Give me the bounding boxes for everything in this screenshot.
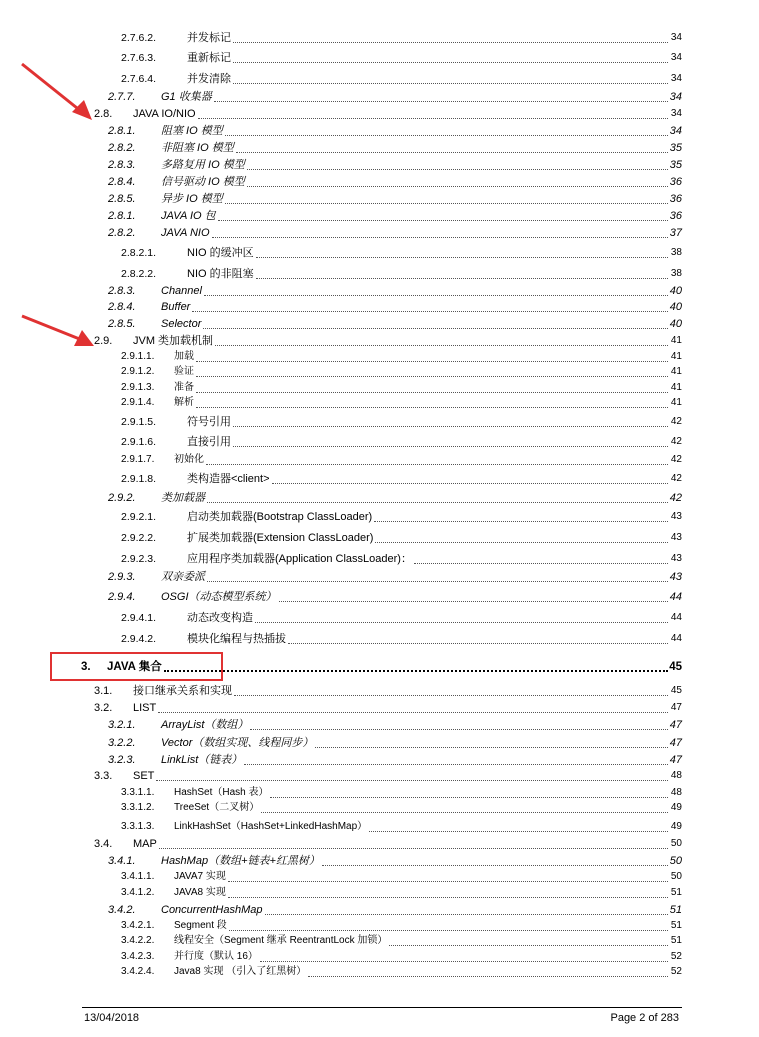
toc-leader-dots — [156, 780, 668, 781]
toc-entry[interactable] — [0, 735, 759, 750]
toc-leader-dots — [233, 446, 668, 447]
toc-entry-number: 2.7.6.2. — [121, 32, 157, 44]
toc-entry-title: 初始化 — [174, 454, 204, 465]
toc-leader-dots — [279, 601, 668, 602]
toc-entry[interactable] — [0, 349, 759, 364]
toc-entry-number: 2.8.2. — [108, 227, 136, 239]
toc-entry-title: ArrayList（数组） — [161, 719, 249, 731]
toc-entry-title: 阻塞 IO 模型 — [161, 125, 223, 137]
toc-entry[interactable] — [0, 752, 759, 767]
toc-entry[interactable] — [0, 452, 759, 467]
toc-entry-title: LIST — [133, 702, 157, 714]
toc-entry-title: 加载 — [174, 351, 194, 362]
toc-leader-dots — [228, 897, 668, 898]
toc-leader-dots — [225, 203, 668, 204]
toc-entry-page: 51 — [670, 920, 682, 931]
toc-entry-page: 40 — [669, 285, 682, 297]
toc-entry-title: 类构造器<client> — [187, 473, 270, 485]
toc-entry[interactable] — [0, 395, 759, 410]
toc-entry-title: 应用程序类加载器(Application ClassLoader)： — [187, 553, 412, 565]
toc-entry-page: 41 — [670, 335, 682, 346]
toc-entry-title: 解析 — [174, 397, 194, 408]
toc-entry-number: 3.4.1.1. — [121, 871, 155, 882]
toc-entry-title: 扩展类加载器(Extension ClassLoader) — [187, 532, 374, 544]
toc-entry-page: 51 — [669, 904, 682, 916]
toc-entry-number: 2.7.6.3. — [121, 52, 157, 64]
toc-entry-page: 41 — [670, 351, 682, 362]
toc-entry[interactable] — [0, 245, 759, 260]
toc-entry-page: 41 — [670, 397, 682, 408]
toc-entry-number: 2.8.5. — [108, 193, 136, 205]
toc-leader-dots — [233, 62, 668, 63]
toc-entry-title: Buffer — [161, 301, 191, 313]
toc-entry-number: 3.4.2.4. — [121, 966, 155, 977]
toc-entry[interactable] — [0, 191, 759, 206]
toc-entry-title: Selector — [161, 318, 202, 330]
toc-leader-dots — [196, 392, 668, 393]
toc-entry-page: 38 — [670, 268, 682, 279]
toc-leader-dots — [234, 695, 668, 696]
toc-entry-title: JAVA7 实现 — [174, 871, 226, 882]
toc-leader-dots — [196, 407, 668, 408]
toc-entry-number: 3.3.1.3. — [121, 821, 155, 832]
toc-entry[interactable] — [0, 683, 759, 698]
toc-entry-page: 34 — [670, 73, 682, 84]
toc-leader-dots — [260, 961, 668, 962]
toc-entry-page: 34 — [669, 125, 682, 137]
toc-entry-page: 48 — [670, 770, 682, 781]
toc-entry-number: 3.4. — [94, 838, 113, 850]
toc-entry[interactable] — [0, 700, 759, 715]
toc-entry-title: 准备 — [174, 382, 194, 393]
toc-entry-page: 36 — [669, 210, 682, 222]
toc-leader-dots — [374, 521, 668, 522]
toc-entry-number: 2.8.1. — [108, 210, 136, 222]
toc-entry[interactable] — [0, 853, 759, 868]
footer-divider — [82, 1007, 682, 1008]
toc-entry-number: 3.3. — [94, 770, 113, 782]
toc-entry-title: 信号驱动 IO 模型 — [161, 176, 245, 188]
toc-entry-title: 双亲委派 — [161, 571, 205, 583]
toc-entry-title: SET — [133, 770, 155, 782]
toc-entry-title: JAVA8 实现 — [174, 887, 226, 898]
toc-entry-number: 3.4.2. — [108, 904, 136, 916]
toc-entry-number: 2.8.2.1. — [121, 247, 157, 259]
toc-leader-dots — [228, 881, 668, 882]
toc-leader-dots — [414, 563, 668, 564]
toc-entry-title: 符号引用 — [187, 416, 231, 428]
toc-entry-title: 非阻塞 IO 模型 — [161, 142, 234, 154]
toc-entry-page: 41 — [670, 382, 682, 393]
toc-entry-page: 49 — [670, 802, 682, 813]
toc-entry[interactable] — [0, 380, 759, 395]
toc-entry-page: 44 — [670, 612, 682, 623]
toc-leader-dots — [233, 426, 668, 427]
toc-leader-dots — [315, 747, 668, 748]
toc-leader-dots — [204, 295, 668, 296]
toc-entry[interactable] — [0, 333, 759, 348]
toc-entry-number: 3.3.1.2. — [121, 802, 155, 813]
toc-entry-number: 2.9.4.1. — [121, 612, 157, 624]
toc-entry[interactable] — [0, 949, 759, 964]
toc-entry[interactable] — [0, 364, 759, 379]
toc-entry-number: 2.9. — [94, 335, 113, 347]
toc-leader-dots — [369, 831, 668, 832]
toc-entry-number: 2.7.6.4. — [121, 73, 157, 85]
toc-entry-page: 45 — [670, 685, 682, 696]
toc-entry-page: 37 — [669, 227, 682, 239]
toc-entry[interactable] — [0, 589, 759, 604]
toc-entry-number: 2.8.5. — [108, 318, 136, 330]
toc-entry-number: 2.9.1.8. — [121, 473, 157, 485]
toc-entry-title: 并行度（默认 16） — [174, 951, 258, 962]
toc-entry-number: 3.4.1.2. — [121, 887, 155, 898]
toc-entry-title: 线程安全（Segment 继承 ReentrantLock 加锁） — [174, 935, 388, 946]
footer-page-number: Page 2 of 283 — [610, 1012, 679, 1024]
toc-leader-dots — [164, 670, 668, 672]
toc-entry-title: 类加载器 — [161, 492, 205, 504]
toc-entry[interactable] — [0, 174, 759, 189]
toc-entry-page: 49 — [670, 821, 682, 832]
toc-entry-title: 重新标记 — [187, 52, 231, 64]
toc-leader-dots — [250, 729, 668, 730]
footer-date: 13/04/2018 — [84, 1012, 140, 1024]
toc-entry-number: 2.9.1.5. — [121, 416, 157, 428]
toc-entry-page: 42 — [670, 416, 682, 427]
toc-entry[interactable] — [0, 316, 759, 331]
toc-leader-dots — [233, 42, 668, 43]
toc-entry[interactable] — [0, 89, 759, 104]
toc-entry[interactable] — [0, 768, 759, 783]
toc-leader-dots — [212, 237, 668, 238]
toc-entry-page: 50 — [670, 838, 682, 849]
toc-entry-page: 42 — [669, 492, 682, 504]
toc-entry-number: 3.4.2.1. — [121, 920, 155, 931]
annotation-arrow-icon — [18, 60, 98, 122]
toc-entry[interactable] — [0, 885, 759, 900]
toc-entry[interactable] — [0, 569, 759, 584]
toc-entry-page: 34 — [670, 108, 682, 119]
toc-entry-number: 2.9.2. — [108, 492, 136, 504]
toc-entry-page: 43 — [670, 553, 682, 564]
toc-entry-page: 51 — [670, 935, 682, 946]
toc-entry-page: 45 — [669, 661, 682, 673]
toc-leader-dots — [229, 930, 668, 931]
toc-entry-title: JAVA IO 包 — [161, 210, 216, 222]
toc-entry-number: 2.9.4.2. — [121, 633, 157, 645]
toc-leader-dots — [389, 945, 668, 946]
toc-entry-number: 2.8.2. — [108, 142, 136, 154]
toc-entry-page: 36 — [669, 176, 682, 188]
toc-leader-dots — [225, 135, 668, 136]
toc-entry[interactable] — [0, 50, 759, 65]
toc-entry[interactable] — [0, 140, 759, 155]
toc-leader-dots — [159, 848, 668, 849]
toc-entry[interactable] — [0, 157, 759, 172]
toc-entry-number: 2.8.4. — [108, 176, 136, 188]
toc-entry[interactable] — [0, 123, 759, 138]
toc-entry-title: JVM 类加载机制 — [133, 335, 214, 347]
toc-leader-dots — [255, 622, 668, 623]
toc-leader-dots — [308, 976, 668, 977]
toc-entry-title: HashSet（Hash 表） — [174, 787, 269, 798]
toc-entry-title: JAVA NIO — [161, 227, 210, 239]
toc-entry[interactable] — [0, 800, 759, 815]
toc-leader-dots — [288, 643, 668, 644]
toc-entry-title: 并发标记 — [187, 32, 231, 44]
toc-entry-page: 42 — [670, 436, 682, 447]
toc-entry[interactable] — [0, 918, 759, 933]
toc-entry-page: 47 — [669, 754, 682, 766]
toc-entry-number: 3.4.2.2. — [121, 935, 155, 946]
toc-entry[interactable] — [0, 610, 759, 625]
toc-entry-number: 2.8.4. — [108, 301, 136, 313]
toc-entry-page: 52 — [670, 966, 682, 977]
toc-entry-number: 2.9.1.4. — [121, 397, 155, 408]
toc-entry-page: 50 — [670, 871, 682, 882]
toc-entry-title: JAVA IO/NIO — [133, 108, 196, 120]
toc-entry[interactable] — [0, 902, 759, 917]
toc-entry-number: 3.2.3. — [108, 754, 136, 766]
toc-entry[interactable] — [0, 30, 759, 45]
toc-entry[interactable] — [0, 471, 759, 486]
toc-entry-number: 3.2.1. — [108, 719, 136, 731]
toc-entry-page: 42 — [670, 473, 682, 484]
toc-entry[interactable] — [0, 964, 759, 979]
toc-entry-title: 验证 — [174, 366, 194, 377]
toc-entry[interactable] — [0, 836, 759, 851]
toc-entry-title: 异步 IO 模型 — [161, 193, 223, 205]
toc-entry-page: 40 — [669, 301, 682, 313]
toc-entry[interactable] — [0, 819, 759, 834]
toc-leader-dots — [206, 464, 668, 465]
toc-entry-title: 模块化编程与热插拔 — [187, 633, 286, 645]
toc-entry[interactable] — [0, 490, 759, 505]
toc-entry-page: 35 — [669, 159, 682, 171]
toc-entry-page: 43 — [670, 532, 682, 543]
toc-entry[interactable] — [0, 414, 759, 429]
toc-entry-title: 动态改变构造 — [187, 612, 253, 624]
toc-entry-page: 43 — [670, 511, 682, 522]
toc-leader-dots — [261, 812, 668, 813]
toc-entry-title: NIO 的非阻塞 — [187, 268, 254, 280]
toc-leader-dots — [247, 169, 668, 170]
toc-entry-number: 3.4.2.3. — [121, 951, 155, 962]
toc-entry[interactable] — [0, 631, 759, 646]
toc-entry-number: 3.4.1. — [108, 855, 136, 867]
toc-entry[interactable] — [0, 283, 759, 298]
toc-leader-dots — [218, 220, 668, 221]
toc-leader-dots — [233, 83, 668, 84]
toc-entry-title: Segment 段 — [174, 920, 227, 931]
toc-entry-title: Vector（数组实现、线程同步） — [161, 737, 314, 749]
toc-entry-title: NIO 的缓冲区 — [187, 247, 254, 259]
toc-leader-dots — [207, 502, 668, 503]
toc-entry[interactable] — [0, 225, 759, 240]
toc-entry[interactable] — [0, 106, 759, 121]
toc-leader-dots — [236, 152, 668, 153]
toc-leader-dots — [215, 345, 668, 346]
toc-entry-title: 启动类加载器(Bootstrap ClassLoader) — [187, 511, 373, 523]
toc-entry-number: 3.3.1.1. — [121, 787, 155, 798]
toc-entry-number: 3.1. — [94, 685, 113, 697]
toc-entry-title: ConcurrentHashMap — [161, 904, 263, 916]
toc-entry-title: 并发清除 — [187, 73, 231, 85]
toc-entry-page: 35 — [669, 142, 682, 154]
annotation-arrow-icon — [18, 312, 98, 352]
toc-entry-title: OSGI（动态模型系统） — [161, 591, 277, 603]
toc-entry-title: LinkList（链表） — [161, 754, 243, 766]
toc-entry[interactable] — [0, 530, 759, 545]
toc-entry-title: LinkHashSet（HashSet+LinkedHashMap） — [174, 821, 368, 832]
toc-entry-title: 直接引用 — [187, 436, 231, 448]
annotation-highlight-box — [50, 652, 223, 681]
toc-entry[interactable] — [0, 266, 759, 281]
toc-entry-page: 34 — [670, 52, 682, 63]
toc-entry-number: 2.9.3. — [108, 571, 136, 583]
toc-entry-number: 2.8.2.2. — [121, 268, 157, 280]
toc-leader-dots — [272, 483, 668, 484]
toc-leader-dots — [322, 865, 668, 866]
toc-leader-dots — [375, 542, 668, 543]
toc-entry-page: 47 — [670, 702, 682, 713]
toc-entry[interactable] — [0, 717, 759, 732]
toc-entry[interactable] — [0, 785, 759, 800]
toc-entry[interactable] — [0, 933, 759, 948]
toc-entry[interactable] — [0, 208, 759, 223]
toc-leader-dots — [265, 914, 669, 915]
toc-entry-number: 3.2. — [94, 702, 113, 714]
toc-entry-page: 41 — [670, 366, 682, 377]
toc-entry[interactable] — [0, 509, 759, 524]
toc-entry-number: 2.9.1.7. — [121, 454, 155, 465]
toc-entry-number: 2.8.1. — [108, 125, 136, 137]
toc-leader-dots — [203, 328, 668, 329]
toc-entry-number: 2.9.1.2. — [121, 366, 155, 377]
toc-entry-title: HashMap（数组+链表+红黑树） — [161, 855, 320, 867]
toc-entry-page: 48 — [670, 787, 682, 798]
toc-entry-title: MAP — [133, 838, 157, 850]
toc-leader-dots — [247, 186, 668, 187]
toc-leader-dots — [256, 257, 668, 258]
toc-leader-dots — [196, 361, 668, 362]
toc-entry-number: 2.7.7. — [108, 91, 136, 103]
toc-entry-page: 43 — [669, 571, 682, 583]
toc-entry-title: G1 收集器 — [161, 91, 212, 103]
toc-entry-page: 52 — [670, 951, 682, 962]
toc-leader-dots — [158, 712, 668, 713]
toc-entry-page: 36 — [669, 193, 682, 205]
toc-entry-page: 44 — [669, 591, 682, 603]
toc-entry-number: 2.9.2.2. — [121, 532, 157, 544]
toc-entry-title: JAVA 集合 — [107, 661, 162, 673]
toc-leader-dots — [207, 581, 668, 582]
toc-entry-page: 51 — [670, 887, 682, 898]
toc-entry-number: 2.9.1.1. — [121, 351, 155, 362]
toc-entry-number: 2.9.1.3. — [121, 382, 155, 393]
toc-entry-number: 2.9.4. — [108, 591, 136, 603]
toc-entry-number: 3.2.2. — [108, 737, 136, 749]
toc-leader-dots — [270, 797, 668, 798]
toc-entry-page: 47 — [669, 737, 682, 749]
toc-leader-dots — [196, 376, 668, 377]
toc-entry[interactable] — [0, 551, 759, 566]
toc-entry[interactable] — [0, 299, 759, 314]
toc-entry-number: 2.9.2.3. — [121, 553, 157, 565]
toc-entry-page: 50 — [669, 855, 682, 867]
toc-entry-number: 2.9.1.6. — [121, 436, 157, 448]
toc-entry-page: 47 — [669, 719, 682, 731]
toc-entry-page: 40 — [669, 318, 682, 330]
toc-entry-title: Channel — [161, 285, 202, 297]
toc-entry-number: 2.8. — [94, 108, 113, 120]
toc-leader-dots — [244, 764, 668, 765]
toc-entry-number: 2.9.2.1. — [121, 511, 157, 523]
toc-entry-page: 34 — [669, 91, 682, 103]
toc-leader-dots — [214, 101, 668, 102]
toc-entry[interactable] — [0, 434, 759, 449]
toc-leader-dots — [256, 278, 668, 279]
toc-entry-title: Java8 实现 （引入了红黑树） — [174, 966, 307, 977]
toc-entry-number: 2.8.3. — [108, 159, 136, 171]
toc-entry-title: 接口继承关系和实现 — [133, 685, 232, 697]
toc-entry[interactable] — [0, 869, 759, 884]
toc-entry-page: 42 — [670, 454, 682, 465]
toc-leader-dots — [198, 118, 668, 119]
toc-entry-number: 3. — [81, 661, 91, 673]
toc-entry-number: 2.8.3. — [108, 285, 136, 297]
toc-entry-page: 44 — [670, 633, 682, 644]
toc-entry-title: 多路复用 IO 模型 — [161, 159, 245, 171]
toc-entry-page: 38 — [670, 247, 682, 258]
toc-entry-title: TreeSet（二叉树） — [174, 802, 260, 813]
toc-leader-dots — [192, 311, 668, 312]
toc-entry-page: 34 — [670, 32, 682, 43]
toc-entry[interactable] — [0, 71, 759, 86]
